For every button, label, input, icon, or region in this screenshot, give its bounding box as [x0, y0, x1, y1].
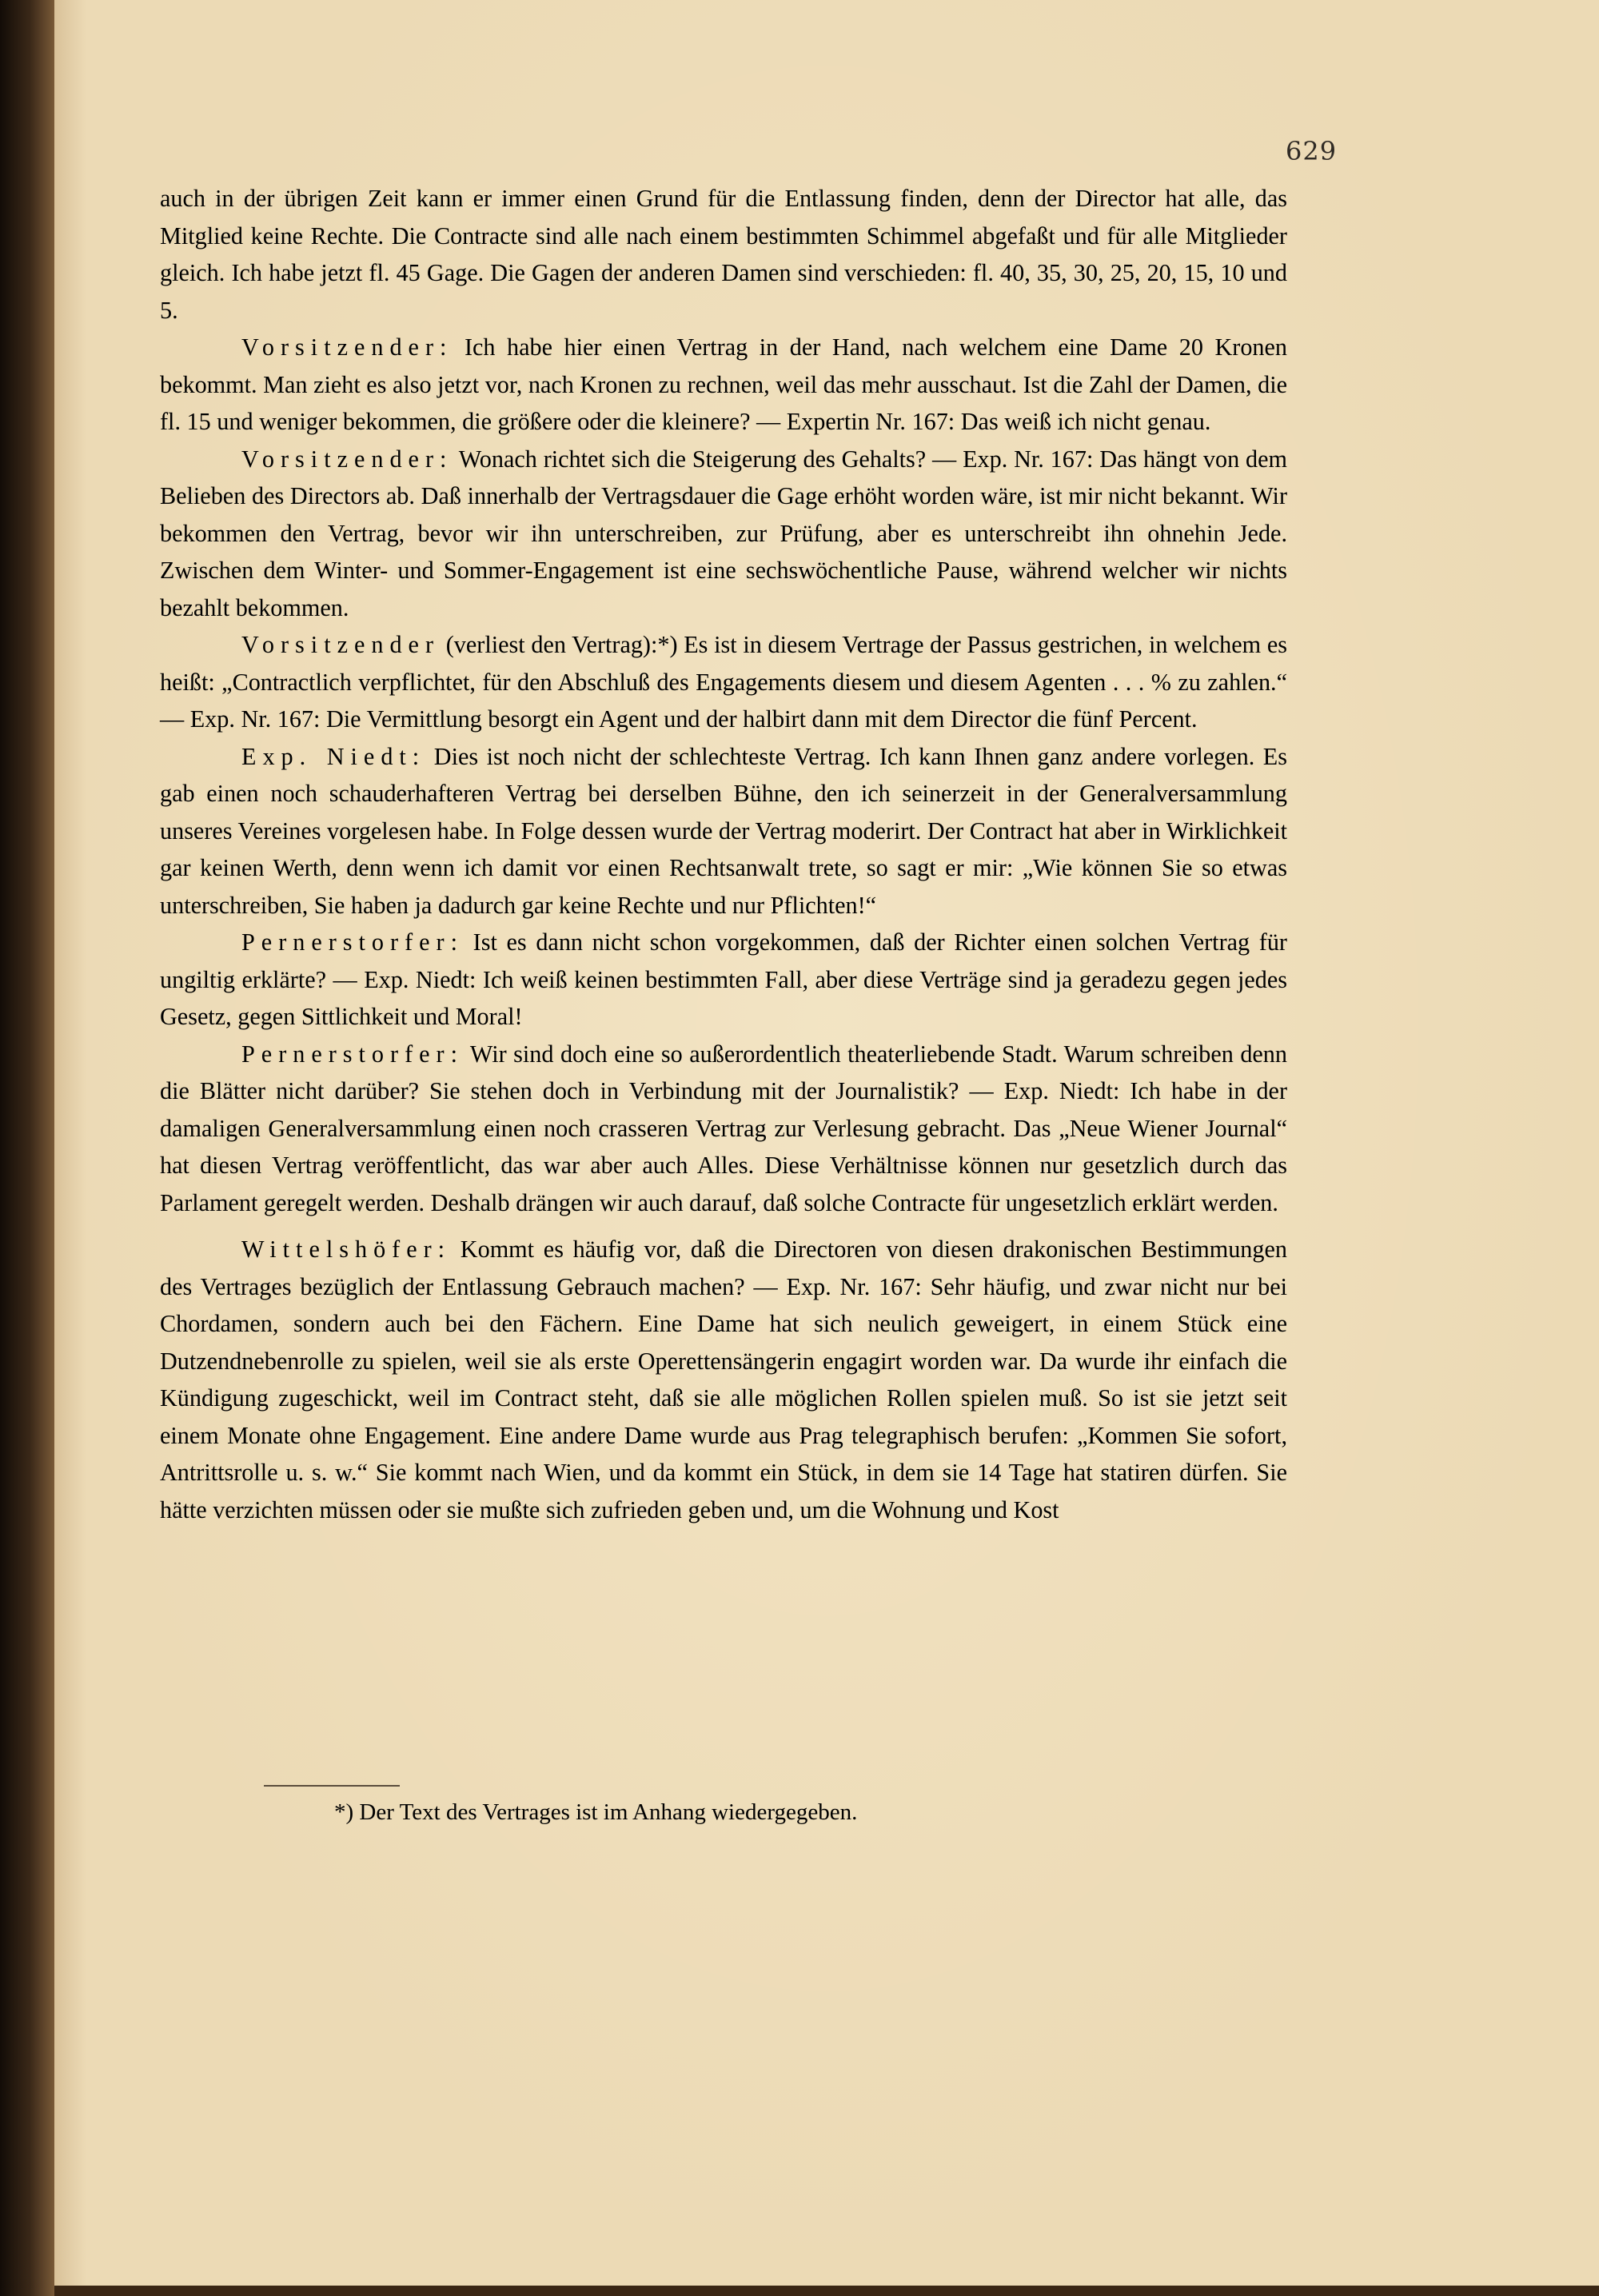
paragraph-6: [160, 924, 1287, 1036]
speaker-name: Pernerstorfer:: [241, 928, 464, 956]
book-binding: [0, 0, 54, 2296]
speaker-name: Vorsitzender:: [241, 333, 453, 361]
page-bottom-edge: [54, 2286, 1599, 2296]
paragraph-text: auch in der übrigen Zeit kann er immer einen Grund für die Entlassung finden, denn der Director hat alle, das Mitglied keine Rechte. Die Contracte sind alle nach einem bestimmten Schimmel abgefaßt und für alle Mitglieder gleich. Ich habe jetzt fl. 45 Gage. Die Gagen der anderen Damen sind verschieden: fl. 40, 35, 30, 25, 20, 15, 10 und 5.: [160, 185, 1287, 324]
paragraph-text: (verliest den Vertrag):*) Es ist in diesem Vertrage der Passus gestrichen, in welchem es heißt: „Contractlich verpflichtet, für den Abschluß des Engagements diesem und diesem Agenten . . . % zu zahlen.“ — Exp. Nr. 167: Die Vermittlung besorgt ein Agent und der halbirt dann mit dem Director die fünf Percent.: [160, 631, 1287, 733]
speaker-name: Vorsitzender: [241, 631, 441, 658]
speaker-name: Pernerstorfer:: [241, 1040, 464, 1068]
paragraph-text: Kommt es häufig vor, daß die Directoren von diesen drakonischen Bestimmungen des Vertrages bezüglich der Entlassung Gebrauch machen? — Exp. Nr. 167: Sehr häufig, und zwar nicht nur bei Chordamen, sondern auch bei den Fächern. Eine Dame hat sich neulich geweigert, in einem Stück eine Dutzendnebenrolle zu spielen, weil sie als erste Operettensängerin engagirt worden war. Da wurde ihr einfach die Kündigung zugeschickt, weil im Contract steht, daß sie alle möglichen Rollen spielen muß. So ist sie jetzt seit einem Monate ohne Engagement. Eine andere Dame wurde aus Prag telegraphisch berufen: „Kommen Sie sofort, Antrittsrolle u. s. w.“ Sie kommt nach Wien, und da kommt ein Stück, in dem sie 14 Tage hat statiren dürfen. Sie hätte verzichten müssen oder sie mußte sich zufrieden geben und, um die Wohnung und Kost: [160, 1236, 1287, 1523]
paragraph-text: Wir sind doch eine so außerordentlich theaterliebende Stadt. Warum schreiben denn die Blätter nicht darüber? Sie stehen doch in Verbindung mit der Journalistik? — Exp. Niedt: Ich habe in der damaligen Generalversammlung einen noch crasseren Vertrag zur Verlesung gebracht. Das „Neue Wiener Journal“ hat diesen Vertrag veröffentlicht, das war aber auch Alles. Diese Verhältnisse können nur gesetzlich durch das Parlament geregelt werden. Deshalb drängen wir auch darauf, daß solche Contracte für ungesetzlich erklärt werden.: [160, 1040, 1287, 1216]
paragraph-text: Dies ist noch nicht der schlechteste Vertrag. Ich kann Ihnen ganz andere vorlegen. Es gab einen noch schauderhafteren Vertrag bei derselben Bühne, den ich seinerzeit in der Generalversammlung unseres Vereines vorgelesen habe. In Folge dessen wurde der Vertrag moderirt. Der Contract hat aber in Wirklichkeit gar keinen Werth, denn wenn ich damit vor einen Rechtsanwalt trete, so sagt er mir: „Wie können Sie so etwas unterschreiben, Sie haben ja dadurch gar keine Rechte und nur Pflichten!“: [160, 742, 1287, 919]
paragraph-1: [160, 180, 1287, 329]
paragraph-4: [160, 626, 1287, 738]
paragraph-7: [160, 1036, 1287, 1222]
body-text: [160, 180, 1287, 1528]
footnote-divider: [264, 1785, 400, 1787]
footnote: *) Der Text des Vertrages ist im Anhang wiedergegeben.: [334, 1799, 858, 1825]
speaker-name: Vorsitzender:: [241, 445, 453, 473]
speaker-name: Exp. Niedt:: [241, 742, 426, 770]
paragraph-8: [160, 1231, 1287, 1528]
paragraph-text: Wonach richtet sich die Steigerung des Gehalts? — Exp. Nr. 167: Das hängt von dem Belieben des Directors ab. Daß innerhalb der Vertragsdauer die Gage erhöht worden wäre, ist mir nicht bekannt. Wir bekommen den Vertrag, bevor wir ihn unterschreiben, zur Prüfung, aber es unterschreibt ihn ohnehin Jede. Zwischen dem Winter- und Sommer-Engagement ist eine sechswöchentliche Pause, während welcher wir nichts bezahlt bekommen.: [160, 445, 1287, 621]
paragraph-text: Ist es dann nicht schon vorgekommen, daß der Richter einen solchen Vertrag für ungiltig erklärte? — Exp. Niedt: Ich weiß keinen bestimmten Fall, aber diese Verträge sind ja geradezu gegen jedes Gesetz, gegen Sittlichkeit und Moral!: [160, 928, 1287, 1030]
paragraph-3: [160, 441, 1287, 627]
speaker-name: Wittelshöfer:: [241, 1236, 452, 1263]
paragraph-5: [160, 738, 1287, 924]
paragraph-text: Ich habe hier einen Vertrag in der Hand, nach welchem eine Dame 20 Kronen bekommt. Man zieht es also jetzt vor, nach Kronen zu rechnen, weil das mehr ausschaut. Ist die Zahl der Damen, die fl. 15 und weniger bekommen, die größere oder die kleinere? — Expertin Nr. 167: Das weiß ich nicht genau.: [160, 333, 1287, 435]
paragraph-2: [160, 329, 1287, 441]
page-number: 629: [1286, 136, 1338, 166]
